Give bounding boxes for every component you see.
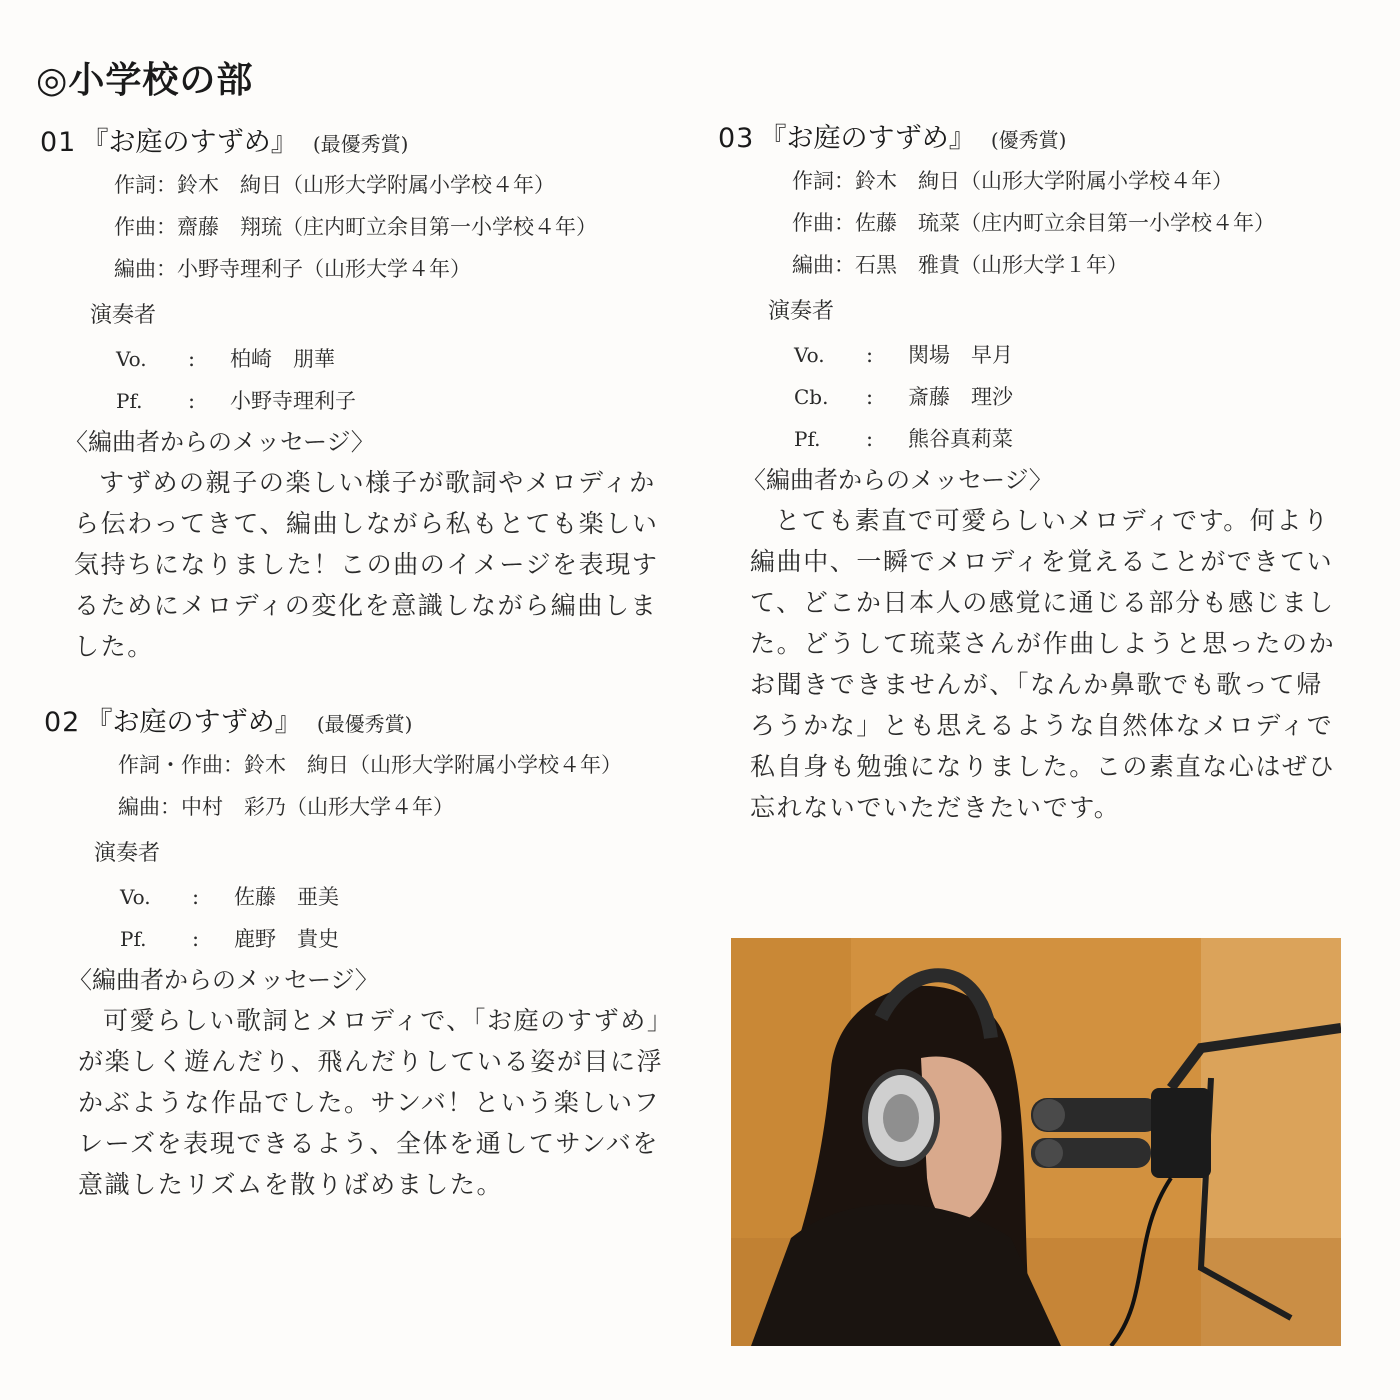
credit-composer: 作曲：齋藤 翔琉（庄内町立余目第一小学校４年） (114, 215, 597, 239)
entry-title: 『お庭のすずめ』 (85, 707, 302, 738)
credits (114, 164, 674, 290)
entry-02 (44, 700, 678, 1205)
message-text: 可愛らしい歌詞とメロディで、「お庭のすずめ」が楽しく遊んだり、飛んだりしている姿が目に浮かぶような作品でした。サンバ！という楽しいフレーズを表現できるよう、全体を通してサンバを意識したリズムを散りばめました。 (78, 1006, 674, 1199)
performer-instrument: Vo. (116, 347, 147, 371)
entry-heading (44, 700, 678, 744)
performers-label: 演奏者 (90, 303, 157, 328)
performer-instrument: Pf. (120, 927, 147, 951)
performer-instrument: Vo. (120, 885, 151, 909)
credit-lyrics-composer: 作詞・作曲：鈴木 絢日（山形大学附属小学校４年） (118, 753, 622, 777)
credits (118, 744, 678, 828)
entry-award: (最優秀賞) (312, 132, 409, 156)
singer-photo (731, 938, 1341, 1346)
entry-heading (718, 116, 1340, 160)
entry-award: (最優秀賞) (316, 712, 413, 736)
message-label: 〈編曲者からのメッセージ〉 (742, 466, 1053, 494)
entry-number: 03 (718, 123, 755, 154)
entry-number: 02 (44, 707, 81, 738)
performer-row: Cb. : 斎藤 理沙 (794, 376, 1340, 418)
performer-row: Vo. : 柏崎 朋華 (116, 338, 674, 380)
performer-name: 柏崎 朋華 (230, 347, 335, 371)
performer-row: Vo. : 佐藤 亜美 (120, 876, 678, 918)
credit-arranger: 編曲：小野寺理利子（山形大学４年） (114, 257, 471, 281)
performer-instrument: Vo. (794, 343, 825, 367)
performer-instrument: Pf. (794, 427, 821, 451)
performer-row: Vo. : 関場 早月 (794, 334, 1340, 376)
credit-arranger: 編曲：石黒 雅貴（山形大学１年） (792, 253, 1128, 277)
credit-composer: 作曲：佐藤 琉菜（庄内町立余目第一小学校４年） (792, 211, 1275, 235)
performer-row: Pf. : 鹿野 貴史 (120, 918, 678, 960)
performers-label: 演奏者 (768, 299, 835, 324)
credit-arranger: 編曲：中村 彩乃（山形大学４年） (118, 795, 454, 819)
performer-name: 熊谷真莉菜 (908, 427, 1013, 451)
singer-illustration (731, 938, 1341, 1346)
credit-lyrics: 作詞：鈴木 絢日（山形大学附属小学校４年） (792, 169, 1233, 193)
message-label: 〈編曲者からのメッセージ〉 (68, 966, 379, 994)
entry-number: 01 (40, 127, 77, 158)
page-title: ◎小学校の部 (36, 60, 254, 101)
credits (792, 160, 1340, 286)
performers-label: 演奏者 (94, 841, 161, 866)
message-text: すずめの親子の楽しい様子が歌詞やメロディから伝わってきて、編曲しながら私もとても楽しい気持ちになりました！この曲のイメージを表現するためにメロディの変化を意識しながら編曲しました。 (74, 468, 659, 661)
entry-01 (40, 120, 674, 667)
entry-award: (優秀賞) (990, 128, 1067, 152)
entry-03 (718, 116, 1340, 828)
performer-name: 小野寺理利子 (230, 389, 356, 413)
performer-instrument: Cb. (794, 385, 829, 409)
performer-row: Pf. : 小野寺理利子 (116, 380, 674, 422)
performer-row: Pf. : 熊谷真莉菜 (794, 418, 1340, 460)
performer-name: 鹿野 貴史 (234, 927, 339, 951)
performer-name: 斎藤 理沙 (908, 385, 1013, 409)
entry-title: 『お庭のすずめ』 (81, 127, 298, 158)
entry-title: 『お庭のすずめ』 (759, 123, 976, 154)
credit-lyrics: 作詞：鈴木 絢日（山形大学附属小学校４年） (114, 173, 555, 197)
performer-name: 佐藤 亜美 (234, 885, 339, 909)
entry-heading (40, 120, 674, 164)
performer-name: 関場 早月 (908, 343, 1013, 367)
message-text: とても素直で可愛らしいメロディです。何より編曲中、一瞬でメロディを覚えることができていて、どこか日本人の感覚に通じる部分も感じました。どうして琉菜さんが作曲しようと思ったのかお聞きできませんが、「なんか鼻歌でも歌って帰ろうかな」とも思えるような自然体なメロディで私自身も勉強になりました。この素直な心はぜひ忘れないでいただきたいです。 (750, 506, 1336, 822)
message-label: 〈編曲者からのメッセージ〉 (64, 428, 375, 456)
performer-instrument: Pf. (116, 389, 143, 413)
